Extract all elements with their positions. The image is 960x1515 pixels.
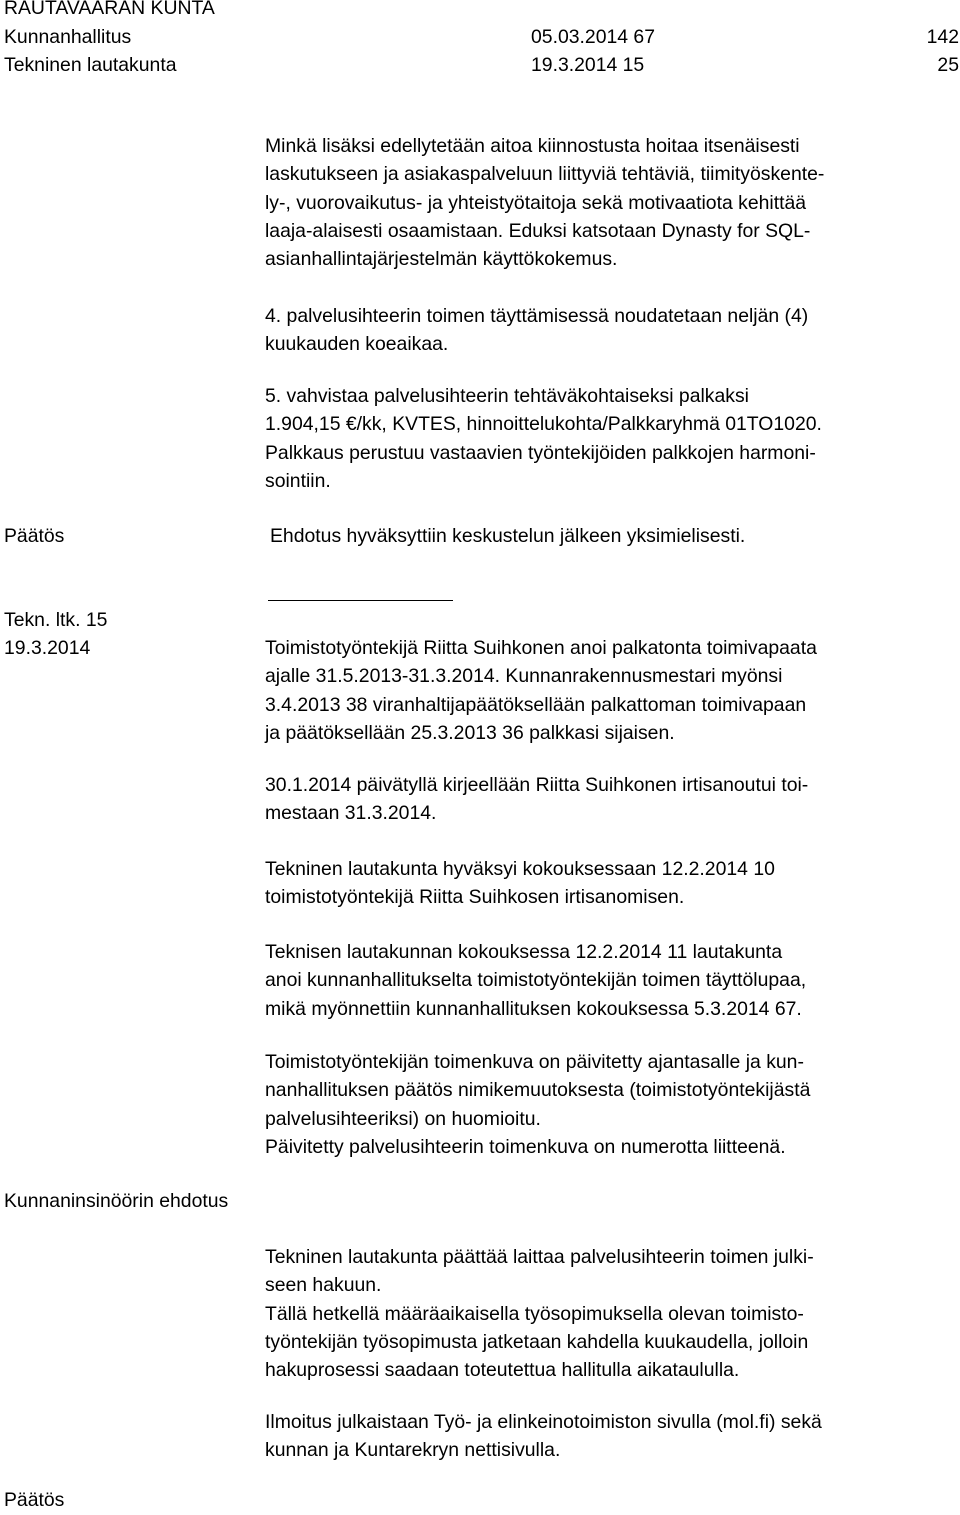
header-org: Tekninen lautakunta bbox=[4, 54, 177, 76]
text-line: Toimistotyöntekijän toimenkuva on päivitetty ajantasalle ja kun- bbox=[265, 1051, 804, 1073]
text-line: Tällä hetkellä määräaikaisella työsopimuksella olevan toimisto- bbox=[265, 1302, 804, 1325]
text-line: hakuprosessi saadaan toteutettua hallitulla aikataululla. bbox=[265, 1359, 740, 1382]
announcement-paragraph bbox=[265, 1408, 955, 1465]
text-line: 3.4.2013 38 viranhaltijapäätöksellään palkattoman toimivapaan bbox=[265, 693, 807, 716]
text-line: palvelusihteeriksi) on huomioitu. bbox=[265, 1107, 541, 1130]
text-line: asianhallintajärjestelmän käyttökokemus. bbox=[265, 248, 618, 271]
text-line: laaja-alaisesti osaamistaan. Eduksi katsotaan Dynasty for SQL- bbox=[265, 219, 811, 242]
permit-paragraph bbox=[265, 938, 955, 1023]
text-line: Tekninen lautakunta päättää laittaa palvelusihteerin toimen julki- bbox=[265, 1246, 814, 1268]
header-date-ref: 05.03.2014 67 bbox=[531, 26, 656, 48]
job-description-paragraph bbox=[265, 1048, 955, 1161]
text-line: Tekninen lautakunta hyväksyi kokouksessaan 12.2.2014 10 bbox=[265, 858, 775, 880]
text-line: Teknisen lautakunnan kokouksessa 12.2.2014 11 lautakunta bbox=[265, 941, 783, 963]
item-5 bbox=[265, 382, 955, 495]
section-date: 19.3.2014 bbox=[4, 637, 91, 659]
decision-label: Päätös bbox=[4, 1489, 65, 1511]
text-line: Ehdotus hyväksyttiin keskustelun jälkeen yksimielisesti. bbox=[270, 525, 746, 547]
text-line: laskutukseen ja asiakaspalveluun liittyviä tehtäviä, tiimityöskente- bbox=[265, 163, 825, 186]
approval-paragraph bbox=[265, 855, 955, 912]
text-line: Toimistotyöntekijä Riitta Suihkonen anoi palkatonta toimivapaata bbox=[265, 637, 817, 659]
text-line: mestaan 31.3.2014. bbox=[265, 802, 437, 825]
section-ref: Tekn. ltk. 15 bbox=[4, 609, 108, 631]
text-line: työntekijän työsopimusta jatketaan kahdella kuukaudella, jolloin bbox=[265, 1330, 809, 1353]
text-line: kunnan ja Kuntarekryn nettisivulla. bbox=[265, 1439, 561, 1462]
header-org: Kunnanhallitus bbox=[4, 26, 132, 48]
proposal-paragraph bbox=[265, 1243, 955, 1384]
text-line: 5. vahvistaa palvelusihteerin tehtäväkohtaiseksi palkaksi bbox=[265, 385, 749, 407]
text-line: 4. palvelusihteerin toimen täyttämisessä noudatetaan neljän (4) bbox=[265, 305, 809, 327]
text-line: 30.1.2014 päivätyllä kirjeellään Riitta Suihkonen irtisanoutui toi- bbox=[265, 774, 809, 796]
text-line: Minkä lisäksi edellytetään aitoa kiinnostusta hoitaa itsenäisesti bbox=[265, 135, 800, 157]
header-row-kunnanhallitus bbox=[4, 23, 960, 51]
leave-paragraph bbox=[265, 634, 955, 747]
text-line: ly-, vuorovaikutus- ja yhteistyötaitoja sekä motivaatiota kehittää bbox=[265, 191, 807, 214]
text-line: ja päätöksellään 25.3.2013 36 palkkasi sijaisen. bbox=[265, 721, 675, 744]
text-line: seen hakuun. bbox=[265, 1274, 382, 1297]
resignation-paragraph bbox=[265, 771, 955, 828]
text-line: Päivitetty palvelusihteerin toimenkuva on numerotta liitteenä. bbox=[265, 1135, 786, 1158]
text-line: sointiin. bbox=[265, 469, 331, 492]
text-line: toimistotyöntekijä Riitta Suihkosen irtisanomisen. bbox=[265, 886, 685, 909]
text-line: nanhallituksen päätös nimikemuutoksesta (toimistotyöntekijästä bbox=[265, 1079, 811, 1102]
item-4 bbox=[265, 302, 955, 359]
section-separator bbox=[268, 600, 453, 601]
header-row-tekninen bbox=[4, 51, 960, 79]
text-line: kuukauden koeaikaa. bbox=[265, 333, 449, 356]
text-line: ajalle 31.5.2013-31.3.2014. Kunnanrakennusmestari myönsi bbox=[265, 665, 783, 688]
decision-text bbox=[270, 522, 960, 550]
decision-label: Päätös bbox=[4, 525, 65, 547]
text-line: mikä myönnettiin kunnanhallituksen kokouksessa 5.3.2014 67. bbox=[265, 997, 802, 1020]
requirements-paragraph bbox=[265, 132, 955, 273]
proposal-label: Kunnaninsinöörin ehdotus bbox=[4, 1190, 229, 1212]
municipality-title: RAUTAVAARAN KUNTA bbox=[4, 0, 215, 19]
text-line: Ilmoitus julkaistaan Työ- ja elinkeinotoimiston sivulla (mol.fi) sekä bbox=[265, 1411, 822, 1433]
text-line: Palkkaus perustuu vastaavien työntekijöiden palkkojen harmoni- bbox=[265, 441, 816, 464]
text-line: anoi kunnanhallitukselta toimistotyöntekijän toimen täyttölupaa, bbox=[265, 969, 807, 992]
text-line: 1.904,15 €/kk, KVTES, hinnoittelukohta/Palkkaryhmä 01TO1020. bbox=[265, 413, 822, 436]
header-page-number: 142 bbox=[926, 26, 959, 48]
header-date-ref: 19.3.2014 15 bbox=[531, 54, 645, 76]
header-page-number: 25 bbox=[937, 54, 959, 76]
